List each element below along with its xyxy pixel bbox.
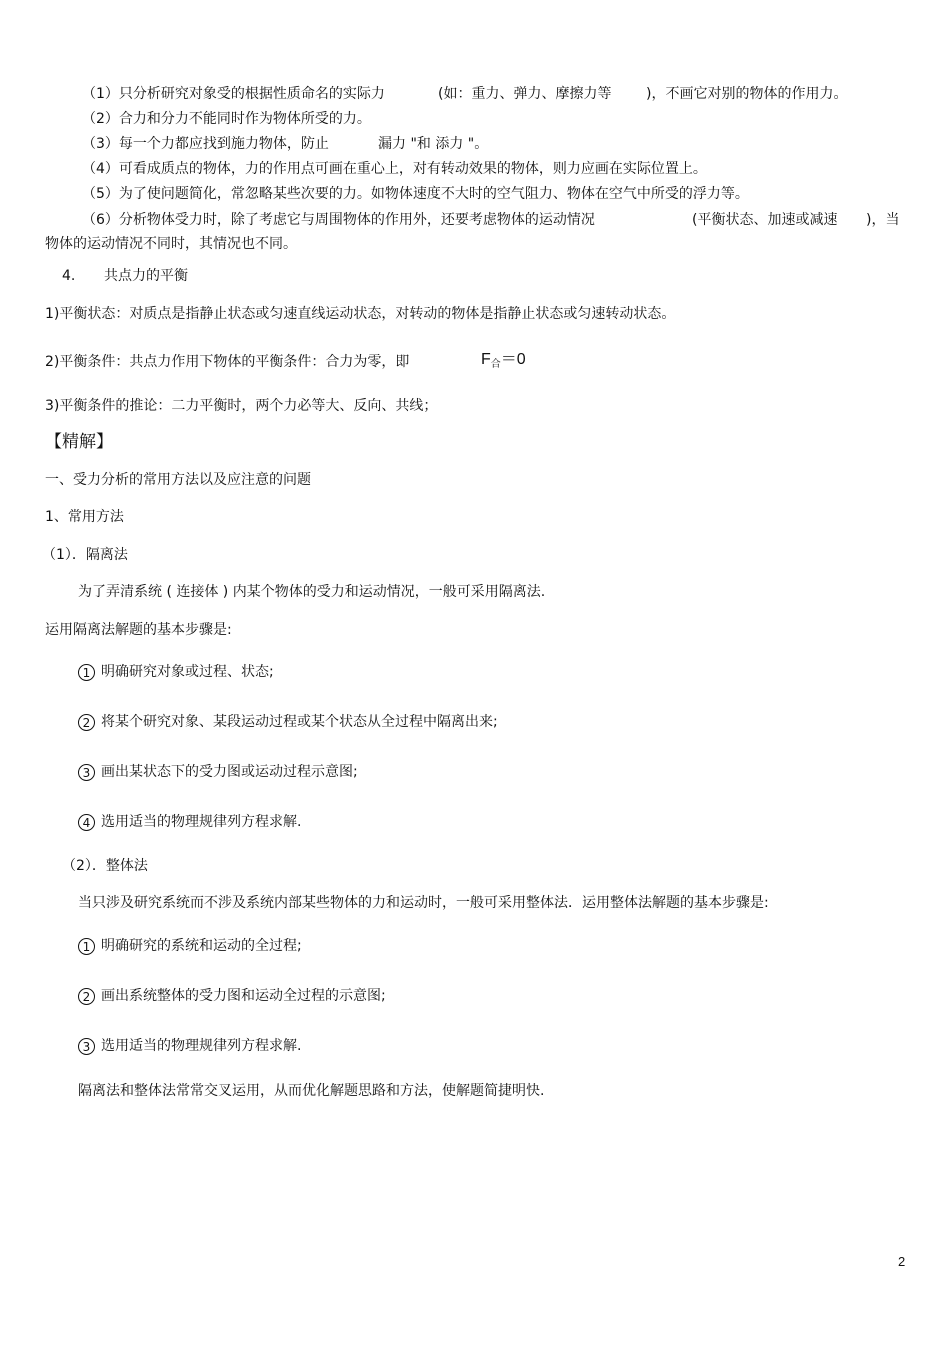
- isolation-step-4: [78, 812, 301, 832]
- rule-text: 只分析研究对象受的根据性质命名的实际力: [118, 86, 385, 102]
- isolation-step-1: [78, 662, 274, 682]
- net-force-formula: [481, 350, 526, 375]
- rule-3: [82, 134, 489, 154]
- step-text: 选用适当的物理规律列方程求解.: [101, 814, 302, 830]
- rule-number: （2）: [82, 111, 119, 127]
- whole-step-1: [78, 936, 302, 956]
- rule-1: [82, 84, 848, 104]
- rule-text: 可看成质点的物体，力的作用点可画在重心上，对有转动效果的物体，则力应画在实际位置上。: [118, 161, 707, 177]
- circled-number: 4: [78, 814, 95, 831]
- equilibrium-condition: [45, 351, 526, 372]
- whole-title: （2）．整体法: [62, 858, 148, 874]
- circled-number: 1: [78, 664, 95, 681]
- section-4-heading: [62, 266, 188, 286]
- isolation-intro: 为了弄清系统 ( 连接体 ) 内某个物体的受力和运动情况，一般可采用隔离法.: [78, 584, 546, 600]
- rule-number: （5）: [82, 186, 119, 202]
- formula-symbol: F: [481, 351, 491, 368]
- equilibrium-condition-text: 2)平衡条件：共点力作用下物体的平衡条件：合力为零，即: [45, 354, 410, 370]
- rule-text-paren: (平衡状态、加速或减速: [692, 212, 838, 228]
- step-text: 画出某状态下的受力图或运动过程示意图;: [101, 764, 358, 780]
- equilibrium-corollary: 3)平衡条件的推论：二力平衡时，两个力必等大、反向、共线；: [45, 398, 438, 414]
- rule-5: [82, 184, 749, 204]
- rule-text-quote: 漏力 "和 添力 "。: [378, 136, 489, 152]
- rule-6-continuation: 物体的运动情况不同时，其情况也不同。: [45, 236, 297, 252]
- rule-text-end: )，当: [866, 212, 900, 228]
- step-text: 明确研究的系统和运动的全过程;: [101, 938, 302, 954]
- rule-2: [82, 109, 371, 129]
- rule-number: （6）: [82, 212, 119, 228]
- rule-text: 为了使问题简化，常忽略某些次要的力。如物体速度不大时的空气阻力、物体在空气中所受的浮力等。: [118, 186, 749, 202]
- isolation-step-2: [78, 712, 498, 732]
- section-title: 共点力的平衡: [104, 268, 188, 284]
- whole-step-2: [78, 986, 386, 1006]
- rule-text-paren: (如：重力、弹力、摩擦力等: [438, 86, 612, 102]
- sub1-title: 1、常用方法: [45, 509, 124, 525]
- rule-text: 分析物体受力时，除了考虑它与周围物体的作用外，还要考虑物体的运动情况: [118, 212, 595, 228]
- rule-4: [82, 159, 707, 179]
- formula-subscript: 合: [490, 359, 501, 370]
- circled-number: 2: [78, 714, 95, 731]
- isolation-title: （1）．隔离法: [42, 547, 128, 563]
- isolation-steps-intro: 运用隔离法解题的基本步骤是:: [45, 622, 232, 638]
- jingjie-heading: 【精解】: [45, 432, 113, 452]
- rule-text: 每一个力都应找到施力物体，防止: [118, 136, 329, 152]
- rule-text: 合力和分力不能同时作为物体所受的力。: [118, 111, 371, 127]
- circled-number: 3: [78, 764, 95, 781]
- rule-number: （1）: [82, 86, 119, 102]
- step-text: 明确研究对象或过程、状态;: [101, 664, 274, 680]
- conclusion: 隔离法和整体法常常交叉运用，从而优化解题思路和方法，使解题简捷明快.: [78, 1083, 545, 1099]
- step-text: 画出系统整体的受力图和运动全过程的示意图;: [101, 988, 386, 1004]
- circled-number: 2: [78, 988, 95, 1005]
- equilibrium-state: 1)平衡状态：对质点是指静止状态或匀速直线运动状态，对转动的物体是指静止状态或匀速转动状态。: [45, 306, 676, 322]
- whole-step-3: [78, 1036, 301, 1056]
- rule-number: （4）: [82, 161, 119, 177]
- whole-intro: 当只涉及研究系统而不涉及系统内部某些物体的力和运动时，一般可采用整体法．运用整体法解题的基本步骤是:: [78, 895, 769, 911]
- step-text: 选用适当的物理规律列方程求解.: [101, 1038, 302, 1054]
- circled-number: 1: [78, 938, 95, 955]
- formula-rest: ＝0: [500, 351, 526, 368]
- section-number: 4.: [62, 268, 76, 284]
- circled-number: 3: [78, 1038, 95, 1055]
- part1-title: 一、受力分析的常用方法以及应注意的问题: [45, 472, 311, 488]
- page-number: 2: [898, 1254, 906, 1269]
- step-text: 将某个研究对象、某段运动过程或某个状态从全过程中隔离出来;: [101, 714, 498, 730]
- rule-number: （3）: [82, 136, 119, 152]
- rule-6: [82, 210, 900, 230]
- isolation-step-3: [78, 762, 358, 782]
- rule-text-end: )，不画它对别的物体的作用力。: [646, 86, 848, 102]
